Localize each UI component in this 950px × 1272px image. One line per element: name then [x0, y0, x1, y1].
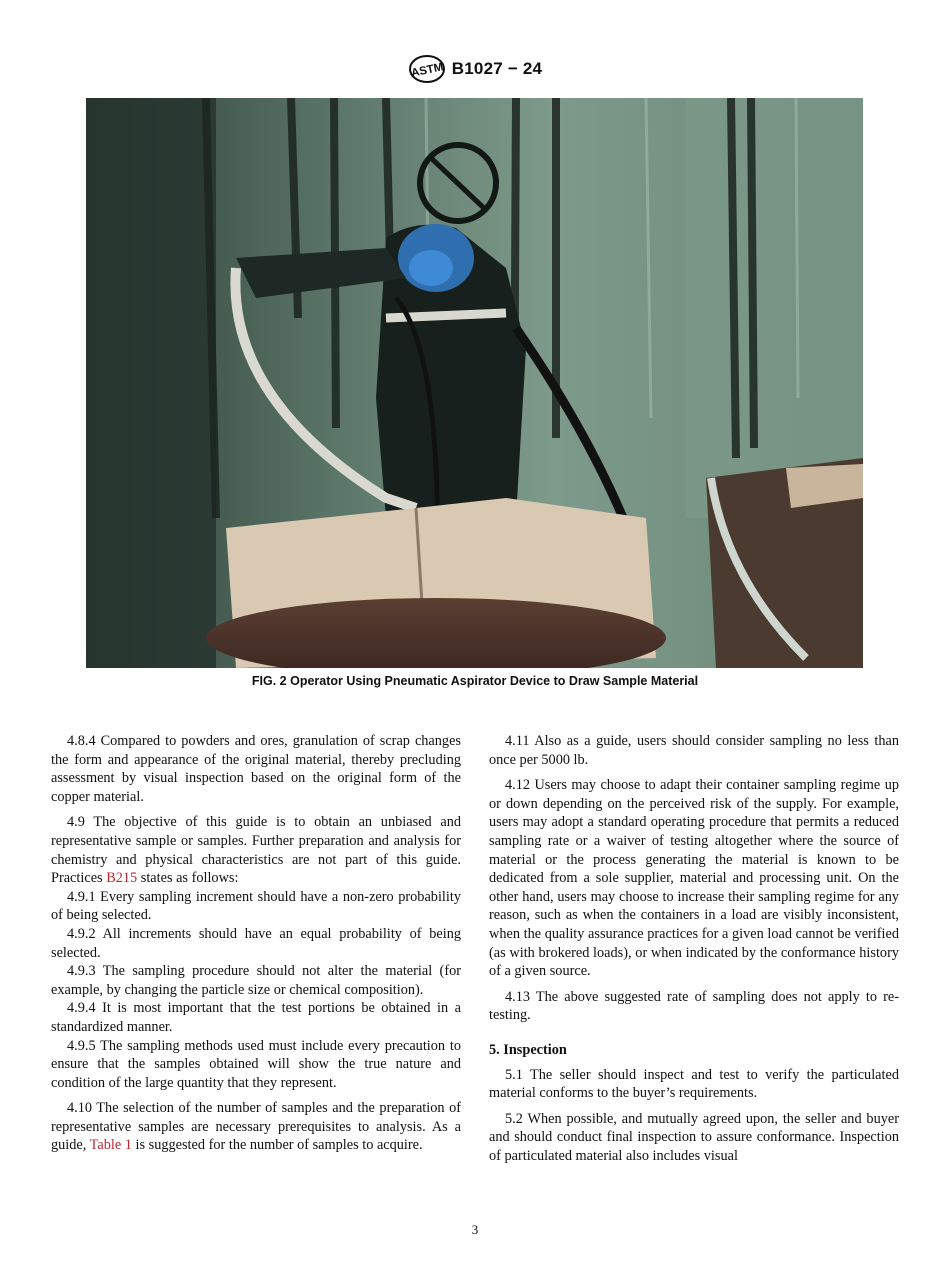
operator-photo-illustration: [86, 98, 863, 668]
paragraph-4-12: 4.12 Users may choose to adapt their container sampling regime up or down depending on the perceived risk of the supply. For example, users may adopt a standard operating procedure that permits a reduced sampling rate or a waiver of testing altogether where the source of material or the process generating the material is known to be dedicated from a sole supplier, material and processing unit. On the other hand, users may choose to increase their sampling regime for any reason, such as when the containers in a load are visibly inconsistent, when the quality assurance practices for a given load cannot be verified (as with brokered loads), or when indicated by the conformance history of a given source.: [489, 777, 899, 980]
page-header: [0, 54, 950, 84]
paragraph-4-13: 4.13 The above suggested rate of sampling does not apply to re-testing.: [489, 988, 899, 1024]
paragraph-4-9: 4.9 The objective of this guide is to obtain an unbiased and representative sample or samples. Further preparation and analysis for chemistry and physical characteristics are not part of this guide. Practices B215 states as follows:: [51, 814, 461, 887]
document-designation: B1027 − 24: [451, 59, 543, 78]
astm-logo: [408, 54, 446, 84]
paragraph-4-11: 4.11 Also as a guide, users should consider sampling no less than once per 5000 lb.: [489, 733, 899, 768]
paragraph-5-2: 5.2 When possible, and mutually agreed upon, the seller and buyer and should conduct final inspection to assure conformance. Inspection of particulated material also includes visual: [489, 1110, 899, 1164]
reference-link-b215[interactable]: B215: [106, 870, 138, 887]
figure-caption: FIG. 2 Operator Using Pneumatic Aspirator Device to Draw Sample Material: [251, 674, 699, 688]
paragraph-4-9-1: 4.9.1 Every sampling increment should have a non-zero probability of being selected.: [51, 888, 461, 924]
paragraph-5-1: 5.1 The seller should inspect and test to verify the particulated material conforms to the buyer’s requirements.: [489, 1066, 899, 1102]
paragraph-4-9-3: 4.9.3 The sampling procedure should not alter the material (for example, by changing the particle size or chemical composition).: [51, 963, 461, 998]
paragraph-4-10: 4.10 The selection of the number of samples and the preparation of representative samples are necessary prerequisites to analysis. As a guide, Table 1 is suggested for the number of samples to acquire.: [51, 1100, 461, 1154]
page-number: 3: [471, 1222, 479, 1237]
svg-text:ASTM: ASTM: [409, 61, 445, 80]
section-heading-inspection: 5. Inspection: [489, 1041, 567, 1058]
figure-photo: [86, 98, 863, 668]
paragraph-4-9-5: 4.9.5 The sampling methods used must include every precaution to ensure that the samples obtained will show the true nature and condition of the large quantity that they represent.: [51, 1037, 461, 1091]
paragraph-4-8-4: 4.8.4 Compared to powders and ores, granulation of scrap changes the form and appearance of the original material, thereby precluding assessment by visual inspection based on the original form of the copper material.: [51, 733, 461, 805]
paragraph-4-9-2: 4.9.2 All increments should have an equal probability of being selected.: [51, 925, 461, 961]
paragraph-4-9-4: 4.9.4 It is most important that the test portions be obtained in a standardized manner.: [51, 1000, 461, 1035]
right-column: [489, 732, 899, 1165]
left-column: [51, 732, 461, 1155]
reference-link-table-1[interactable]: Table 1: [89, 1137, 132, 1154]
